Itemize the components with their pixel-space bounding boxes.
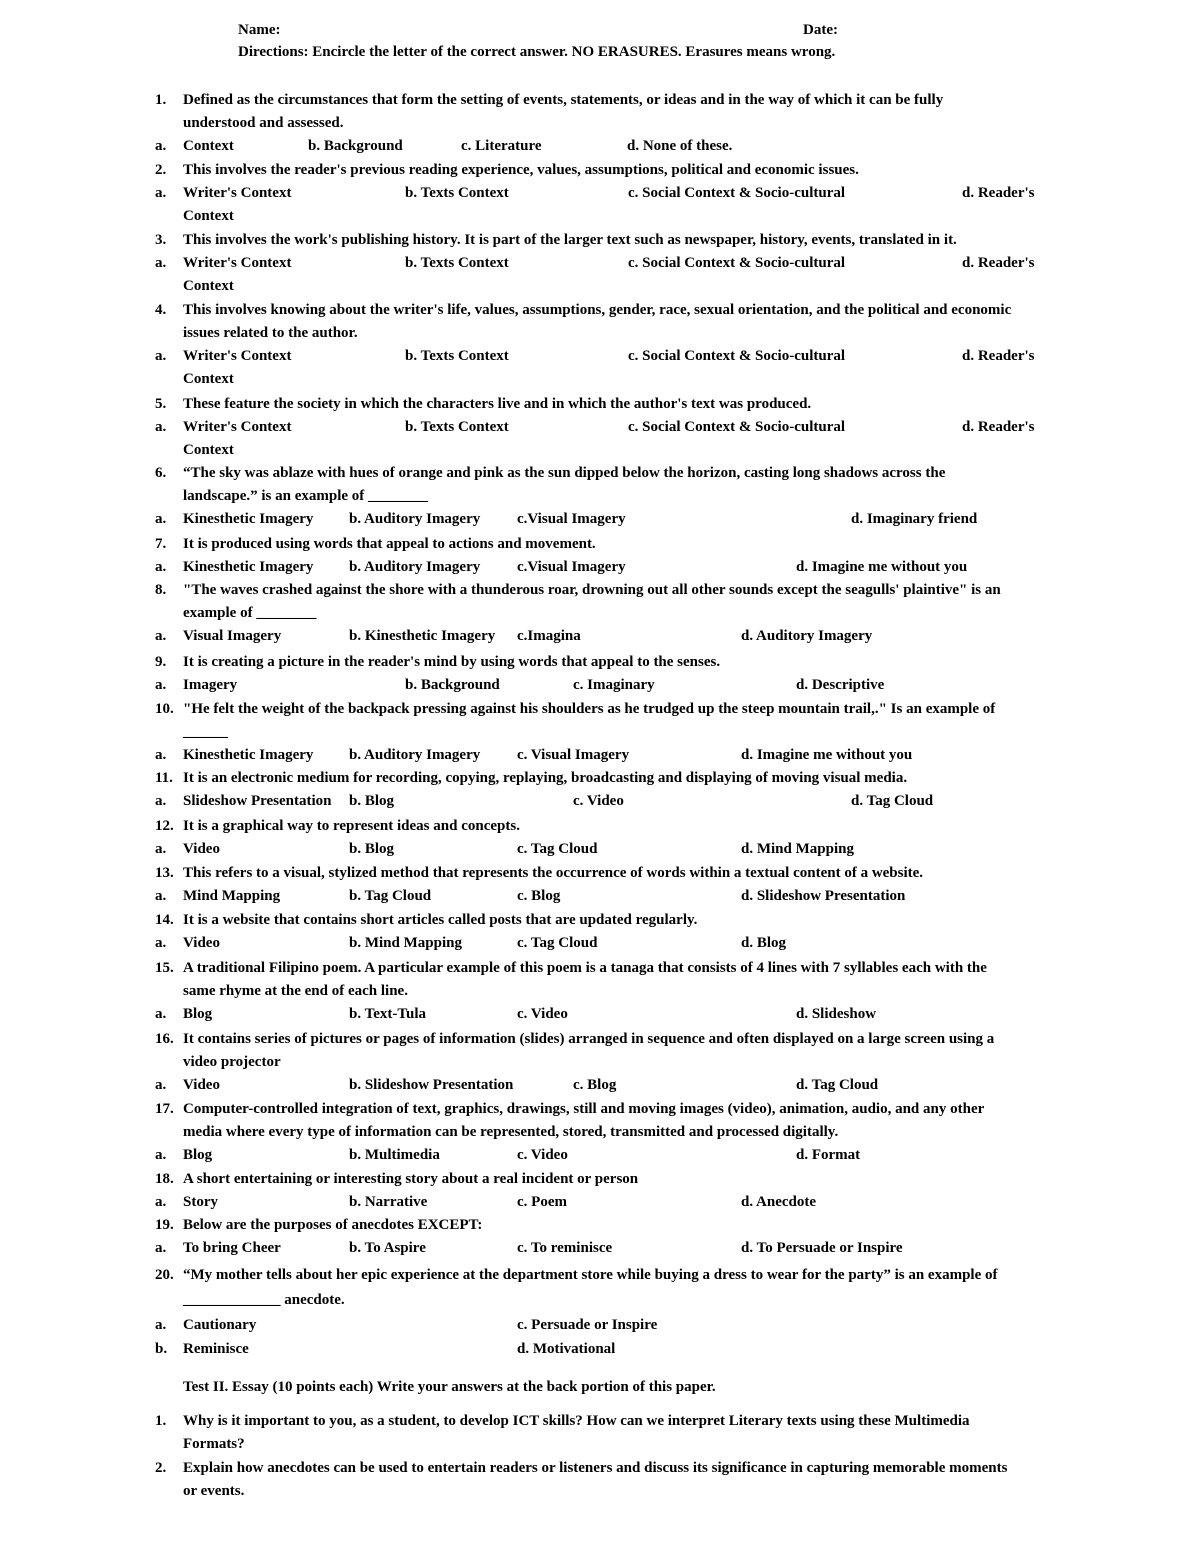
- option-d[interactable]: d. Format: [796, 1147, 861, 1163]
- option-letter: a.: [155, 511, 167, 527]
- option-b[interactable]: b. Background: [405, 677, 500, 693]
- option-c[interactable]: c. Social Context & Socio-cultural: [628, 185, 846, 201]
- option-b[interactable]: b. Blog: [349, 793, 395, 809]
- option-letter: a.: [155, 348, 167, 364]
- option-a[interactable]: Story: [183, 1194, 218, 1210]
- option-d[interactable]: d. Blog: [741, 935, 787, 951]
- question-text: A traditional Filipino poem. A particular example of this poem is a tanaga that consists of 4 lines with 7 syllables each with the: [183, 960, 987, 976]
- option-a[interactable]: Blog: [183, 1006, 213, 1022]
- option-a[interactable]: Writer's Context: [183, 255, 292, 271]
- question-text: “My mother tells about her epic experience at the department store while buying a dress to wear for the party” is an example of: [183, 1267, 998, 1283]
- option-b[interactable]: b. Multimedia: [349, 1147, 440, 1163]
- option-c[interactable]: c. Visual Imagery: [517, 747, 630, 763]
- question-text: Below are the purposes of anecdotes EXCEPT:: [183, 1217, 483, 1233]
- question-text: Computer-controlled integration of text, graphics, drawings, still and moving images (video), animation, audio, and any other: [183, 1101, 985, 1117]
- option-b[interactable]: b. To Aspire: [349, 1240, 426, 1256]
- option-letter: a.: [155, 935, 167, 951]
- option-a[interactable]: Visual Imagery: [183, 628, 282, 644]
- option-d[interactable]: d. Reader's: [962, 348, 1035, 364]
- option-b[interactable]: b. Auditory Imagery: [349, 511, 481, 527]
- option-d[interactable]: d. To Persuade or Inspire: [741, 1240, 903, 1256]
- question-number: 2.: [155, 162, 167, 178]
- question-number: 8.: [155, 582, 167, 598]
- option-d[interactable]: d. Slideshow: [796, 1006, 877, 1022]
- option-a[interactable]: To bring Cheer: [183, 1240, 281, 1256]
- option-d-continued: Context: [183, 278, 234, 294]
- option-b[interactable]: b. Tag Cloud: [349, 888, 432, 904]
- question-text: issues related to the author.: [183, 325, 358, 341]
- option-a[interactable]: Context: [183, 138, 234, 154]
- option-a[interactable]: Video: [183, 1077, 220, 1093]
- option-a[interactable]: Writer's Context: [183, 419, 292, 435]
- option-a[interactable]: Imagery: [183, 677, 238, 693]
- option-letter: a.: [155, 841, 167, 857]
- option-letter: a.: [155, 419, 167, 435]
- directions-text: Encircle the letter of the correct answer. NO ERASURES. Erasures means wrong.: [312, 44, 836, 60]
- option-b[interactable]: b. Blog: [349, 841, 395, 857]
- option-c[interactable]: c. Blog: [573, 1077, 617, 1093]
- option-b[interactable]: Reminisce: [183, 1341, 249, 1357]
- option-d[interactable]: d. Tag Cloud: [796, 1077, 879, 1093]
- question-text: "The waves crashed against the shore with a thunderous roar, drowning out all other sounds except the seagulls' plaintive" is an: [183, 582, 1001, 598]
- question-text: It is a website that contains short articles called posts that are updated regularly.: [183, 912, 698, 928]
- directions-label: Directions:: [238, 44, 309, 60]
- question-number: 12.: [155, 818, 174, 834]
- question-text: "He felt the weight of the backpack pressing against his shoulders as he trudged up the steep mountain trail,." Is an example of: [183, 701, 996, 717]
- question-text: This involves the work's publishing history. It is part of the larger text such as newspaper, history, events, translated in it.: [183, 232, 957, 248]
- option-d-continued: Context: [183, 208, 234, 224]
- option-c[interactable]: c. Tag Cloud: [517, 841, 598, 857]
- option-c[interactable]: c. To reminisce: [517, 1240, 613, 1256]
- question-number: 10.: [155, 701, 174, 717]
- question-number: 11.: [155, 770, 173, 786]
- question-text: media where every type of information can be represented, stored, transmitted and processed digitally.: [183, 1124, 839, 1140]
- option-d[interactable]: d. Reader's: [962, 419, 1035, 435]
- essay-number: 1.: [155, 1413, 167, 1429]
- option-letter: a.: [155, 185, 167, 201]
- question-text: It is produced using words that appeal to actions and movement.: [183, 536, 596, 552]
- question-text: It is a graphical way to represent ideas and concepts.: [183, 818, 520, 834]
- option-b[interactable]: b. Texts Context: [405, 419, 509, 435]
- question-number: 14.: [155, 912, 174, 928]
- option-c[interactable]: c.Visual Imagery: [517, 511, 626, 527]
- question-number: 6.: [155, 465, 167, 481]
- question-number: 15.: [155, 960, 174, 976]
- option-b[interactable]: b. Auditory Imagery: [349, 747, 481, 763]
- option-b[interactable]: b. Texts Context: [405, 348, 509, 364]
- option-a[interactable]: Blog: [183, 1147, 213, 1163]
- essay-question-text: Formats?: [183, 1436, 245, 1452]
- option-a[interactable]: Video: [183, 841, 220, 857]
- option-d[interactable]: d. Descriptive: [796, 677, 885, 693]
- question-text: same rhyme at the end of each line.: [183, 983, 408, 999]
- option-c[interactable]: c.Imagina: [517, 628, 581, 644]
- question-text: This involves the reader's previous reading experience, values, assumptions, political and economic issues.: [183, 162, 859, 178]
- question-text: _____________ anecdote.: [183, 1292, 345, 1308]
- option-letter: b.: [155, 1341, 168, 1357]
- question-text: It is an electronic medium for recording, copying, replaying, broadcasting and displaying of moving visual media.: [183, 770, 908, 786]
- essay-question-text: Explain how anecdotes can be used to entertain readers or listeners and discuss its significance in capturing memorable moments: [183, 1460, 1008, 1476]
- option-b[interactable]: b. Auditory Imagery: [349, 559, 481, 575]
- option-c[interactable]: c. Video: [517, 1006, 568, 1022]
- question-text: example of ________: [183, 605, 317, 621]
- test2-title: Test II. Essay (10 points each) Write your answers at the back portion of this paper.: [183, 1379, 716, 1395]
- option-letter: a.: [155, 677, 167, 693]
- question-text: landscape.” is an example of ________: [183, 488, 429, 504]
- option-b[interactable]: b. Mind Mapping: [349, 935, 462, 951]
- essay-question-text: or events.: [183, 1483, 245, 1499]
- option-c[interactable]: c. Persuade or Inspire: [517, 1317, 658, 1333]
- option-a[interactable]: Cautionary: [183, 1317, 257, 1333]
- option-letter: a.: [155, 1317, 167, 1333]
- question-number: 1.: [155, 92, 167, 108]
- question-number: 7.: [155, 536, 167, 552]
- question-number: 13.: [155, 865, 174, 881]
- option-a[interactable]: Kinesthetic Imagery: [183, 511, 314, 527]
- date-label: Date:: [803, 22, 838, 38]
- option-d[interactable]: d. None of these.: [627, 138, 733, 154]
- option-b[interactable]: b. Slideshow Presentation: [349, 1077, 514, 1093]
- option-d[interactable]: d. Reader's: [962, 185, 1035, 201]
- option-b[interactable]: b. Texts Context: [405, 185, 509, 201]
- option-c[interactable]: c. Social Context & Socio-cultural: [628, 348, 846, 364]
- option-letter: a.: [155, 747, 167, 763]
- option-d[interactable]: d. Mind Mapping: [741, 841, 854, 857]
- option-c[interactable]: c. Social Context & Socio-cultural: [628, 255, 846, 271]
- question-number: 4.: [155, 302, 167, 318]
- option-d[interactable]: d. Tag Cloud: [851, 793, 934, 809]
- option-c[interactable]: c. Blog: [517, 888, 561, 904]
- question-text: understood and assessed.: [183, 115, 344, 131]
- option-b[interactable]: b. Narrative: [349, 1194, 428, 1210]
- question-text: It contains series of pictures or pages of information (slides) arranged in sequence and often displayed on a large screen using a: [183, 1031, 995, 1047]
- option-letter: a.: [155, 559, 167, 575]
- option-a[interactable]: Video: [183, 935, 220, 951]
- option-letter: a.: [155, 255, 167, 271]
- question-number: 19.: [155, 1217, 174, 1233]
- option-b[interactable]: b. Text-Tula: [349, 1006, 426, 1022]
- option-a[interactable]: Kinesthetic Imagery: [183, 559, 314, 575]
- question-text: These feature the society in which the characters live and in which the author's text was produced.: [183, 396, 812, 412]
- option-letter: a.: [155, 628, 167, 644]
- question-number: 20.: [155, 1267, 174, 1283]
- option-c[interactable]: c. Video: [573, 793, 624, 809]
- option-letter: a.: [155, 1006, 167, 1022]
- question-number: 18.: [155, 1171, 174, 1187]
- option-d[interactable]: d. Imagine me without you: [741, 747, 913, 763]
- question-text: Defined as the circumstances that form the setting of events, statements, or ideas and in the way of which it can be fully: [183, 92, 944, 108]
- essay-number: 2.: [155, 1460, 167, 1476]
- option-a[interactable]: Mind Mapping: [183, 888, 281, 904]
- option-letter: a.: [155, 1194, 167, 1210]
- essay-question-text: Why is it important to you, as a student, to develop ICT skills? How can we interpret Literary texts using these Multimedia: [183, 1413, 970, 1429]
- option-c[interactable]: c. Tag Cloud: [517, 935, 598, 951]
- option-a[interactable]: Writer's Context: [183, 185, 292, 201]
- option-d[interactable]: d. Motivational: [517, 1341, 616, 1357]
- option-d[interactable]: d. Anecdote: [741, 1194, 816, 1210]
- option-a[interactable]: Writer's Context: [183, 348, 292, 364]
- question-number: 5.: [155, 396, 167, 412]
- option-c[interactable]: c.Visual Imagery: [517, 559, 626, 575]
- option-b[interactable]: b. Background: [308, 138, 403, 154]
- option-letter: a.: [155, 138, 167, 154]
- question-text: A short entertaining or interesting story about a real incident or person: [183, 1171, 639, 1187]
- option-letter: a.: [155, 1077, 167, 1093]
- option-c[interactable]: c. Poem: [517, 1194, 567, 1210]
- directions: [238, 44, 835, 61]
- question-number: 9.: [155, 654, 167, 670]
- option-d[interactable]: d. Imagine me without you: [796, 559, 968, 575]
- option-d[interactable]: d. Imaginary friend: [851, 511, 978, 527]
- option-c[interactable]: c. Social Context & Socio-cultural: [628, 419, 846, 435]
- option-letter: a.: [155, 1240, 167, 1256]
- question-number: 16.: [155, 1031, 174, 1047]
- question-text: ______: [183, 724, 228, 740]
- option-d-continued: Context: [183, 371, 234, 387]
- question-text: This refers to a visual, stylized method that represents the occurrence of words within a textual content of a website.: [183, 865, 924, 881]
- option-letter: a.: [155, 1147, 167, 1163]
- option-b[interactable]: b. Kinesthetic Imagery: [349, 628, 496, 644]
- option-b[interactable]: b. Texts Context: [405, 255, 509, 271]
- option-letter: a.: [155, 793, 167, 809]
- option-d[interactable]: d. Reader's: [962, 255, 1035, 271]
- option-d-continued: Context: [183, 442, 234, 458]
- question-text: video projector: [183, 1054, 281, 1070]
- option-a[interactable]: Kinesthetic Imagery: [183, 747, 314, 763]
- question-number: 17.: [155, 1101, 174, 1117]
- option-letter: a.: [155, 888, 167, 904]
- option-c[interactable]: c. Imaginary: [573, 677, 655, 693]
- option-c[interactable]: c. Literature: [461, 138, 542, 154]
- option-d[interactable]: d. Auditory Imagery: [741, 628, 873, 644]
- option-a[interactable]: Slideshow Presentation: [183, 793, 332, 809]
- question-text: It is creating a picture in the reader's mind by using words that appeal to the senses.: [183, 654, 721, 670]
- question-number: 3.: [155, 232, 167, 248]
- name-label: Name:: [238, 22, 281, 38]
- question-text: This involves knowing about the writer's life, values, assumptions, gender, race, sexual orientation, and the political and economic: [183, 302, 1012, 318]
- option-c[interactable]: c. Video: [517, 1147, 568, 1163]
- question-text: “The sky was ablaze with hues of orange and pink as the sun dipped below the horizon, casting long shadows across the: [183, 465, 946, 481]
- option-d[interactable]: d. Slideshow Presentation: [741, 888, 906, 904]
